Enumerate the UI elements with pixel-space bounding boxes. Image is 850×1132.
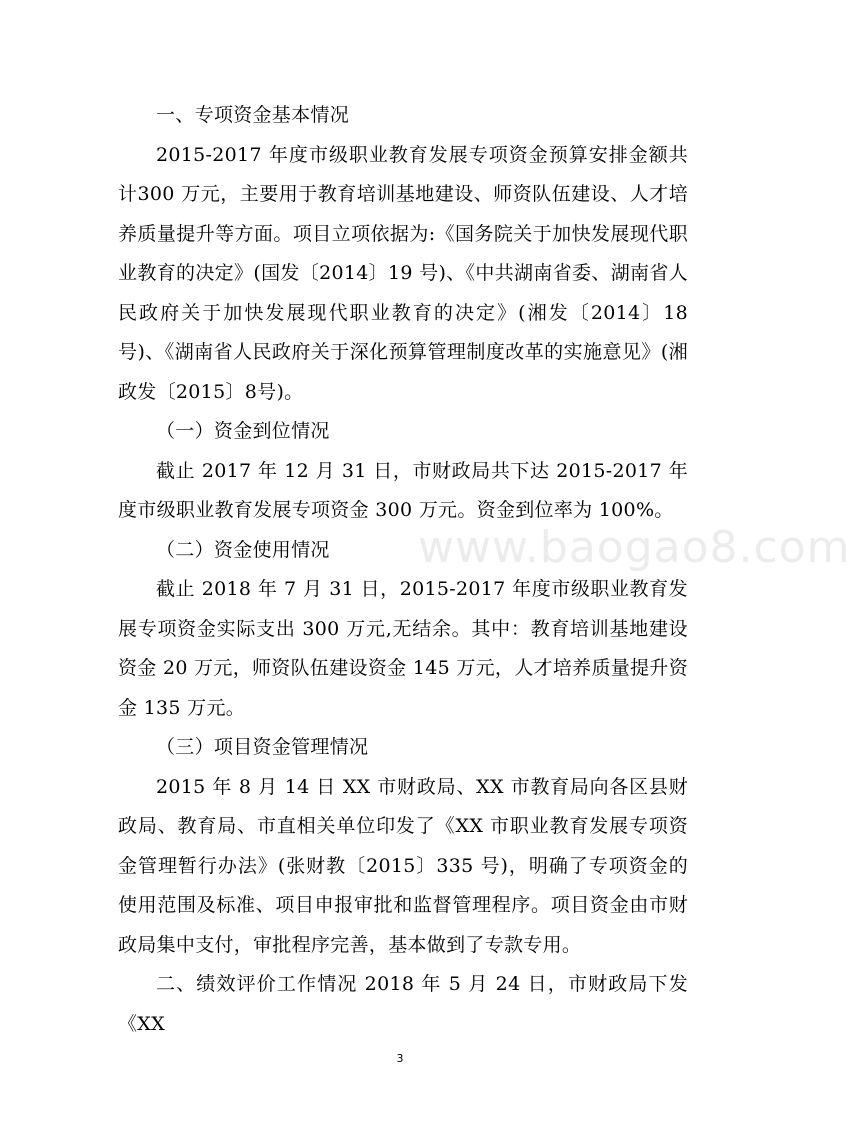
body-paragraph: 截止 2017 年 12 月 31 日，市财政局共下达 2015-2017 年度市级职业教育发展专项资金 300 万元。资金到位率为 100%。 (118, 459, 688, 521)
subsection-heading-2: （二）资金使用情况 (156, 538, 330, 561)
section-heading-2: 二、绩效评价工作情况 2018 年 5 月 24 日，市财政局下发《XX (118, 973, 688, 1035)
watermark: www.baogao8.com (418, 522, 850, 573)
body-paragraph: 截止 2018 年 7 月 31 日，2015-2017 年度市级职业教育发展专项资金实际支出 300 万元,无结余。其中：教育培训基地建设资金 20 万元，师资队伍建设资金 145 万元，人才培养质量提升资金 135 万元。 (118, 578, 688, 719)
subsection-heading-1: （一）资金到位情况 (156, 420, 330, 442)
body-paragraph: 2015-2017 年度市级职业教育发展专项资金预算安排金额共计300 万元，主要用于教育培训基地建设、师资队伍建设、人才培养质量提升等方面。项目立项依据为:《国务院关于加快发展现代职业教育的决定》(国发〔2014〕19 号)、《中共湖南省委、湖南省人民政府关于加快发展现代职业教育的决定》(湘发〔2014〕18 号)、《湖南省人民政府关于深化预算管理制度改革的实施意见》(湘政发〔2015〕8号)。 (118, 143, 688, 403)
page-number: 3 (396, 1052, 404, 1065)
subsection-heading-3: （三）项目资金管理情况 (156, 736, 369, 758)
body-paragraph: 2015 年 8 月 14 日 XX 市财政局、XX 市教育局向各区县财政局、教育局、市直相关单位印发了《XX 市职业教育发展专项资金管理暂行办法》(张财教〔2015〕335 号)，明确了专项资金的使用范围及标准、项目申报审批和监督管理程序。项目资金由市财政局集中支付，审批程序完善，基本做到了专款专用。 (118, 775, 688, 956)
section-heading-1: 一、专项资金基本情况 (156, 104, 350, 126)
document-body (118, 96, 688, 1044)
